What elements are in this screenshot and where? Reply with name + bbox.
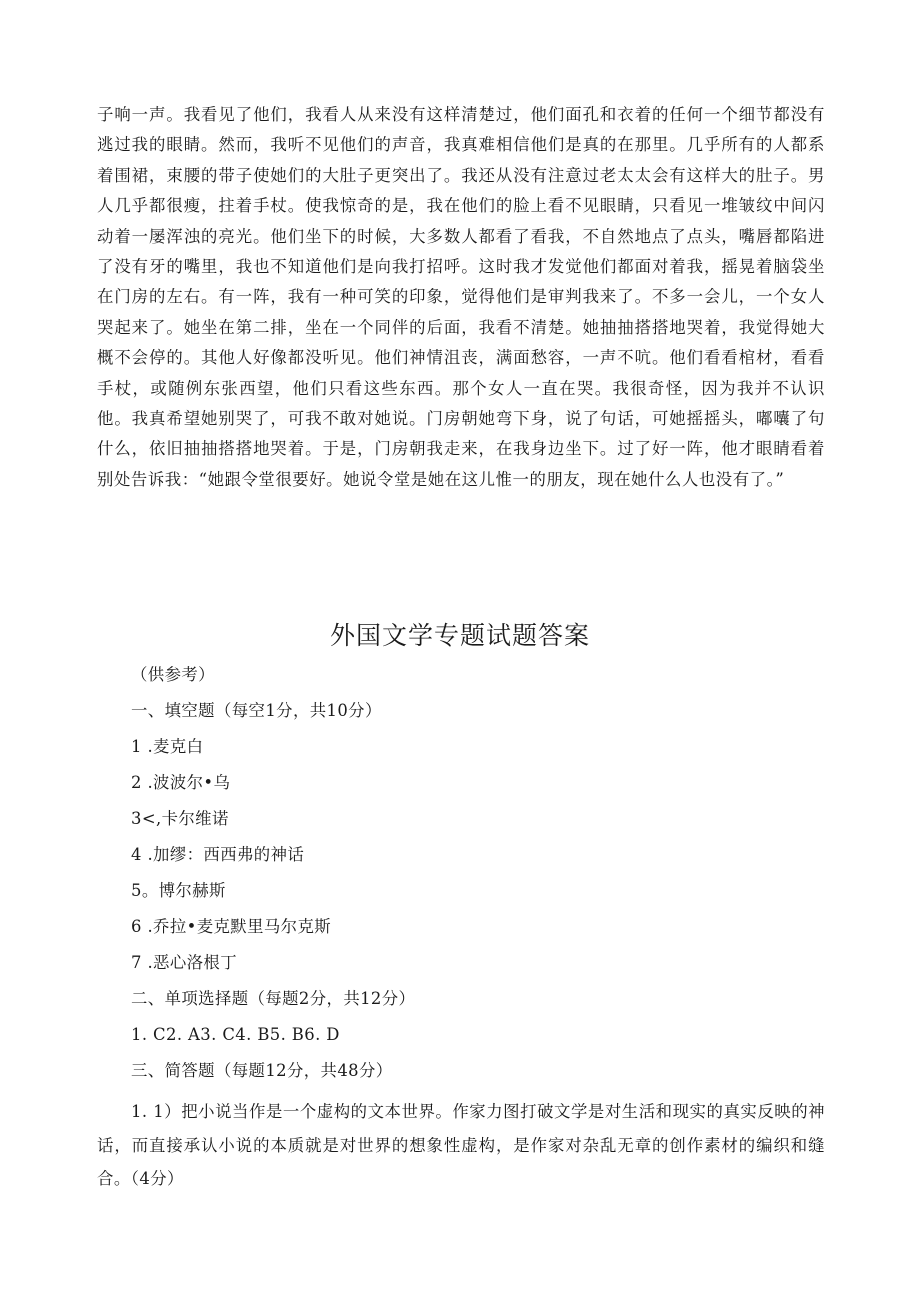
fill-answer-6: 6 .乔拉•麦克默里马尔克斯 — [131, 917, 332, 936]
fill-answer-2: 2 .波波尔•乌 — [131, 773, 231, 792]
fill-answer-1: 1 .麦克白 — [131, 737, 204, 756]
section-choice-heading: 二、单项选择题（每题2分，共12分） — [131, 989, 416, 1008]
fill-answer-4: 4 .加缪：西西弗的神话 — [131, 845, 305, 864]
fill-answer-7: 7 .恶心洛根丁 — [131, 953, 238, 972]
choice-answers: 1. C2. A3. C4. B5. B6. D — [131, 1025, 340, 1044]
reading-passage: 子响一声。我看见了他们，我看人从来没有这样清楚过，他们面孔和衣着的任何一个细节都没有逃过我的眼睛。然而，我听不见他们的声音，我真难相信他们是真的在那里。几乎所有的人都系着围裙，束腰的带子使她们的大肚子更突出了。我还从没有注意过老太太会有这样大的肚子。男人几乎都很瘦，拄着手杖。使我惊奇的是，我在他们的脸上看不见眼睛，只看见一堆皱纹中间闪动着一屡浑浊的亮光。他们坐下的时候，大多数人都看了看我，不自然地点了点头，嘴唇都陷进了没有牙的嘴里，我也不知道他们是向我打招呼。这时我才发觉他们都面对着我，摇晃着脑袋坐在门房的左右。有一阵，我有一种可笑的印象，觉得他们是审判我来了。不多一会儿，一个女人哭起来了。她坐在第二排，坐在一个同伴的后面，我看不清楚。她抽抽搭搭地哭着，我觉得她大概不会停的。其他人好像都没听见。他们神情沮丧，满面愁容，一声不吭。他们看看棺材，看看手杖，或随例东张西望，他们只看这些东西。那个女人一直在哭。我很奇怪，因为我并不认识他。我真希望她别哭了，可我不敢对她说。门房朝她弯下身，说了句话，可她摇摇头，嘟囔了句什么，依旧抽抽搭搭地哭着。于是，门房朝我走来，在我身边坐下。过了好一阵，他才眼睛看着别处告诉我：“她跟令堂很要好。她说令堂是她在这儿惟一的朋友，现在她什么人也没有了。” — [97, 105, 825, 489]
answers-title: 外国文学专题试题答案 — [329, 621, 590, 650]
fill-answer-5: 5。博尔赫斯 — [131, 881, 226, 900]
section-short-heading: 三、简答题（每题12分，共48分） — [131, 1061, 393, 1080]
reference-note: （供参考） — [131, 665, 215, 684]
short-answer-1: 1. 1）把小说当作是一个虚构的文本世界。作家力图打破文学是对生活和现实的真实反映的神话，而直接承认小说的本质就是对世界的想象性虚构，是作家对杂乱无章的创作素材的编织和缝合。（4分） — [97, 1102, 825, 1188]
section-fill-heading: 一、填空题（每空1分，共10分） — [131, 701, 382, 720]
fill-answer-3: 3<,卡尔维诺 — [131, 809, 229, 828]
